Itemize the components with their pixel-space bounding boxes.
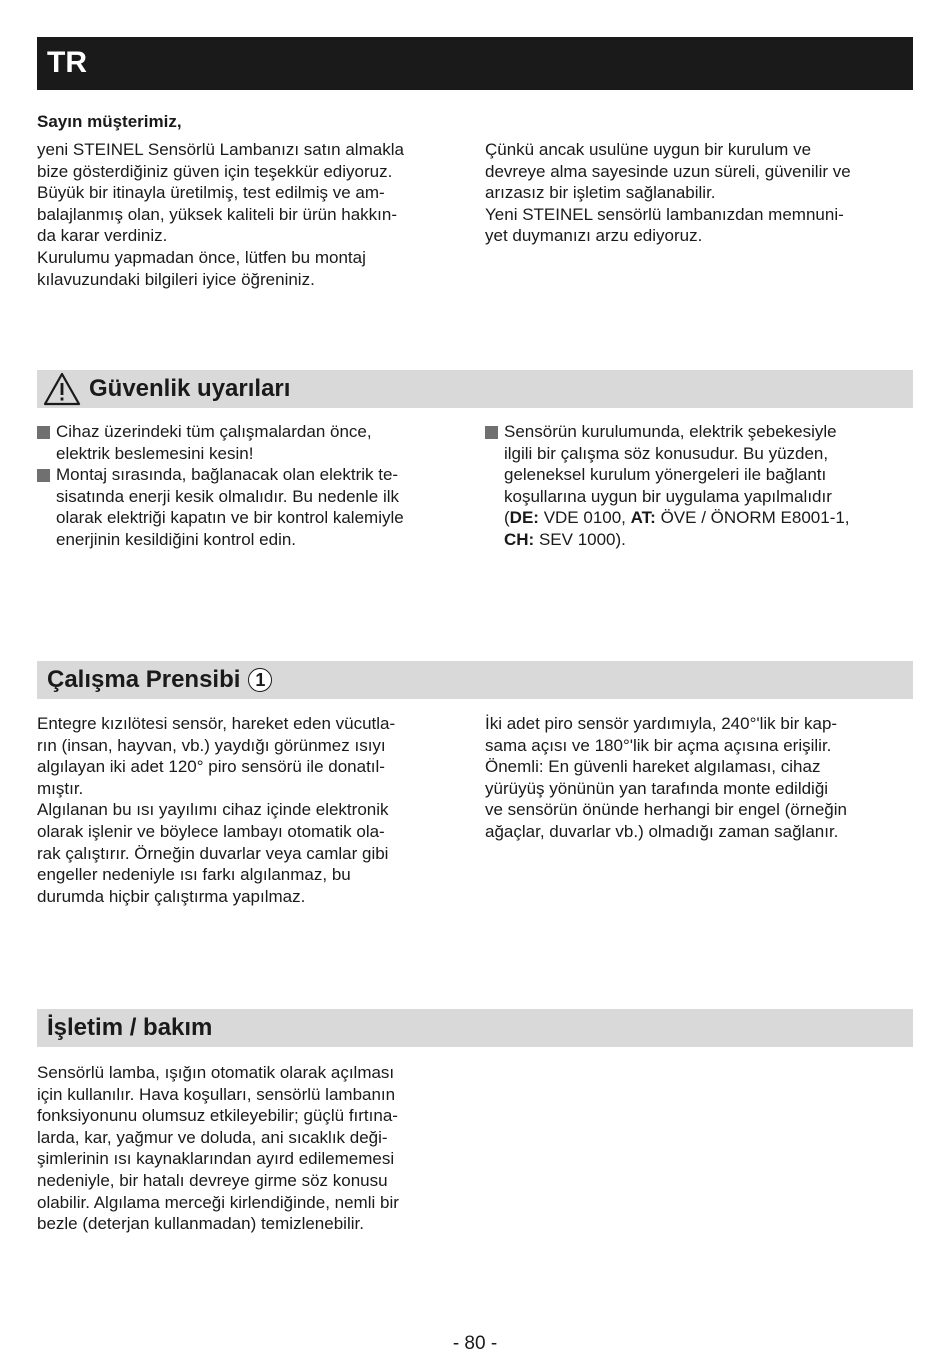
safety-section-header xyxy=(37,370,913,408)
text-line: devreye alma sayesinde uzun süreli, güvenilir ve xyxy=(485,161,851,181)
text-line: şimlerinin ısı kaynaklarından ayırd edilememesi xyxy=(37,1149,395,1169)
text-line: Cihaz üzerindeki tüm çalışmalardan önce, xyxy=(56,422,372,441)
text-line: bize gösterdiğiniz güven için teşekkür ediyoruz. xyxy=(37,161,393,181)
intro-right-column xyxy=(485,139,915,247)
standards-line xyxy=(504,529,915,551)
language-header xyxy=(37,37,913,90)
text-line: Önemli: En güvenli hareket algılaması, cihaz xyxy=(485,757,821,777)
text-line: geleneksel kurulum yönergeleri ile bağlantı xyxy=(504,465,827,485)
principle-section-header xyxy=(37,661,913,699)
warning-triangle-icon xyxy=(43,372,81,406)
standard-at-label: AT: xyxy=(630,508,656,528)
text-line: larda, kar, yağmur ve doluda, ani sıcaklık deği- xyxy=(37,1127,388,1147)
text-line: Algılanan bu ısı yayılımı cihaz içinde elektronik xyxy=(37,800,389,820)
text-line: yet duymanızı arzu ediyoruz. xyxy=(485,226,703,246)
text-line: yeni STEINEL Sensörlü Lambanızı satın almakla xyxy=(37,140,404,159)
safety-left-column xyxy=(37,421,477,551)
text-line: olarak elektriği kapatın ve bir kontrol kalemiyle xyxy=(56,508,404,528)
standards-line: (DE: VDE 0100, AT: ÖVE / ÖNORM E8001-1, xyxy=(504,508,850,528)
text-line: yürüyüş yönünün yan tarafında monte edildiği xyxy=(485,778,829,798)
standard-de-value: VDE 0100, xyxy=(543,508,626,528)
text-line: Sensörlü lamba, ışığın otomatik olarak açılması xyxy=(37,1063,395,1082)
text-line: bezle (deterjan kullanmadan) temizlenebilir. xyxy=(37,1214,364,1234)
text-line: balajlanmış olan, yüksek kaliteli bir ürün hakkın- xyxy=(37,204,398,224)
text-line: için kullanılır. Hava koşulları, sensörlü lambanın xyxy=(37,1084,396,1104)
text-line: Kurulumu yapmadan önce, lütfen bu montaj xyxy=(37,247,366,267)
text-line: engeller nedeniyle ısı farkı algılanmaz, bu xyxy=(37,865,351,885)
safety-right-column xyxy=(485,421,915,551)
text-line: Sensörün kurulumunda, elektrik şebekesiyle xyxy=(504,422,837,441)
bullet-item xyxy=(37,421,477,464)
text-line: mıştır. xyxy=(37,778,84,798)
principle-left-column xyxy=(37,713,477,907)
standard-ch-value: SEV 1000). xyxy=(538,529,626,549)
text-line: durumda hiçbir çalıştırma yapılmaz. xyxy=(37,886,306,906)
language-code: TR xyxy=(47,46,87,79)
principle-right-column xyxy=(485,713,915,843)
bullet-item xyxy=(485,421,915,551)
text-line: arızasız bir işletim sağlanabilir. xyxy=(485,183,716,203)
bullet-item xyxy=(37,464,477,550)
text-line: elektrik beslemesini kesin! xyxy=(56,443,254,463)
figure-number-badge: 1 xyxy=(248,668,272,692)
page-number: - 80 - xyxy=(452,1333,498,1354)
text-line: da karar verdiniz. xyxy=(37,226,168,246)
intro-left-column xyxy=(37,139,477,290)
text-line: olabilir. Algılama merceği kirlendiğinde, nemli bir xyxy=(37,1192,399,1212)
text-line: olarak işlenir ve böylece lambayı otomatik ola- xyxy=(37,821,385,841)
section-title: İşletim / bakım xyxy=(47,1014,213,1041)
text-line: ağaçlar, duvarlar vb.) olmadığı zaman sağlanır. xyxy=(485,821,839,841)
text-line: İki adet piro sensör yardımıyla, 240°'lik bir kap- xyxy=(485,714,838,733)
text-line: Entegre kızılötesi sensör, hareket eden vücutla- xyxy=(37,714,396,733)
text-line: rak çalıştırır. Örneğin duvarlar veya camlar gibi xyxy=(37,843,389,863)
operation-left-column xyxy=(37,1062,477,1235)
section-title: Güvenlik uyarıları xyxy=(89,375,291,402)
section-title: Çalışma Prensibi xyxy=(47,666,241,693)
text-line: algılayan iki adet 120° piro sensörü ile donatıl- xyxy=(37,757,385,777)
text-line: fonksiyonunu olumsuz etkileyebilir; güçlü fırtına- xyxy=(37,1106,398,1126)
text-line: sisatında enerji kesik olmalıdır. Bu nedenle ilk xyxy=(56,486,400,506)
standard-at-value: ÖVE / ÖNORM E8001-1, xyxy=(660,508,850,528)
text-line: koşullarına uygun bir uygulama yapılmalıdır xyxy=(504,486,832,506)
text-line: Yeni STEINEL sensörlü lambanızdan memnuni- xyxy=(485,204,844,224)
text-line: Montaj sırasında, bağlanacak olan elektrik te- xyxy=(56,465,399,485)
text-line: ilgili bir çalışma söz konusudur. Bu yüzden, xyxy=(504,443,829,463)
text-line: nedeniyle, bir hatalı devreye girme söz konusu xyxy=(37,1170,388,1190)
greeting: Sayın müşterimiz, xyxy=(37,112,182,131)
text-line: ve sensörün önünde herhangi bir engel (örneğin xyxy=(485,800,847,820)
text-line: Büyük bir itinayla üretilmiş, test edilmiş ve am- xyxy=(37,183,385,203)
text-line: kılavuzundaki bilgileri iyice öğreniniz. xyxy=(37,269,315,289)
standard-de-label: DE: xyxy=(509,508,539,528)
text-line: rın (insan, hayvan, vb.) yaydığı görünmez ısıyı xyxy=(37,735,386,755)
text-line: Çünkü ancak usulüne uygun bir kurulum ve xyxy=(485,140,812,159)
operation-section-header xyxy=(37,1009,913,1047)
text-line: enerjinin kesildiğini kontrol edin. xyxy=(56,529,297,549)
text-line: sama açısı ve 180°'lik bir açma açısına erişilir. xyxy=(485,735,832,755)
standard-ch-label: CH: xyxy=(504,529,535,549)
